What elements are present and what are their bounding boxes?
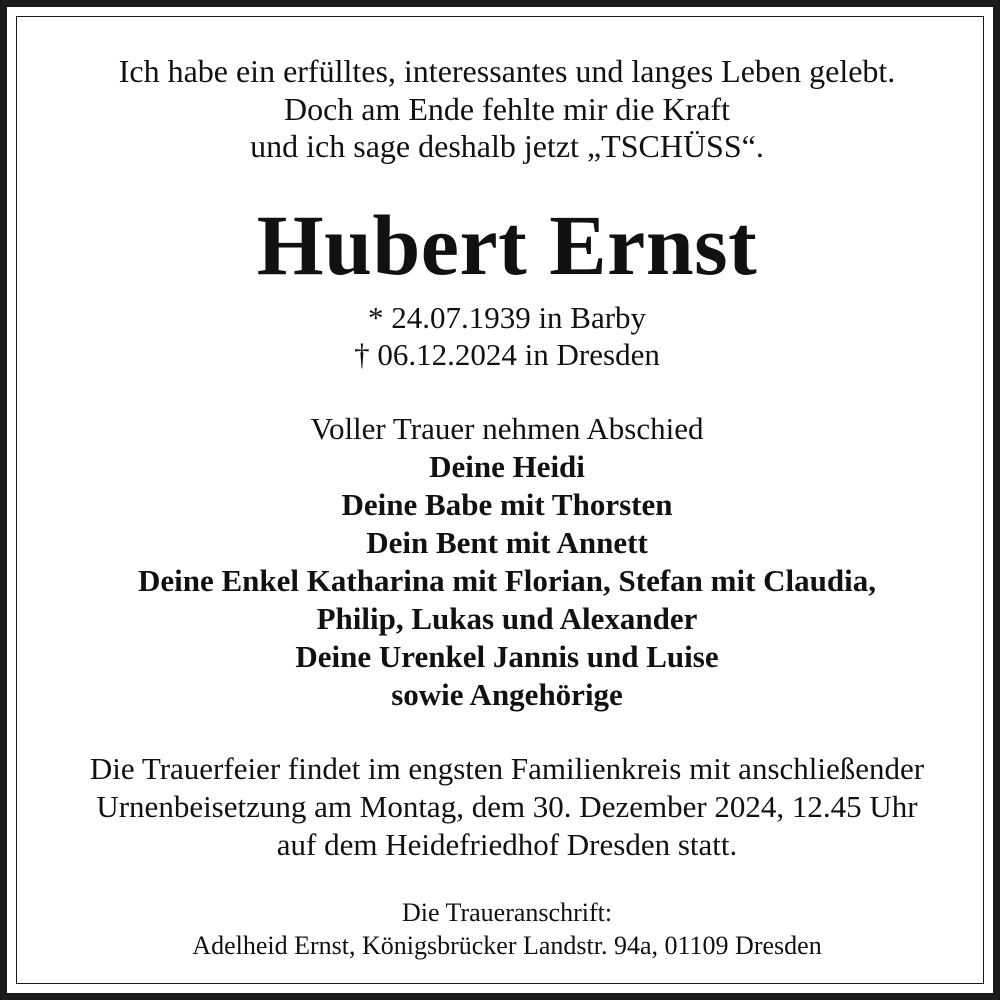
birth-date: * 24.07.1939 in Barby [367,300,647,335]
ceremony-line-2: Urnenbeisetzung am Montag, dem 30. Dezember 2024, 12.45 Uhr [96,789,918,824]
mourner-name: sowie Angehörige [391,677,623,712]
mourners-intro: Voller Trauer nehmen Abschied [310,411,704,446]
mourner-name: Deine Enkel Katharina mit Florian, Stefan mit Claudia, [138,563,876,598]
ceremony-line-1: Die Trauerfeier findet im engsten Familienkreis mit anschließender [89,751,925,786]
mourner-name: Deine Heidi [429,449,585,484]
intro-line-3: und ich sage deshalb jetzt „TSCHÜSS“. [250,128,764,164]
mourner-name: Philip, Lukas und Alexander [316,601,698,636]
ceremony-line-3: auf dem Heidefriedhof Dresden statt. [276,827,738,862]
intro-line-1: Ich habe ein erfülltes, interessantes und langes Leben gelebt. [118,53,896,89]
intro-line-2: Doch am Ende fehlte mir die Kraft [283,91,731,127]
mourner-name: Deine Babe mit Thorsten [341,487,673,522]
address-value: Adelheid Ernst, Königsbrücker Landstr. 94a, 01109 Dresden [192,931,822,960]
mourner-name: Deine Urenkel Jannis und Luise [295,639,719,674]
deceased-name: Hubert Ernst [256,197,758,293]
mourner-name: Dein Bent mit Annett [366,525,648,560]
death-date: † 06.12.2024 in Dresden [354,337,660,372]
address-label: Die Traueranschrift: [401,898,613,927]
